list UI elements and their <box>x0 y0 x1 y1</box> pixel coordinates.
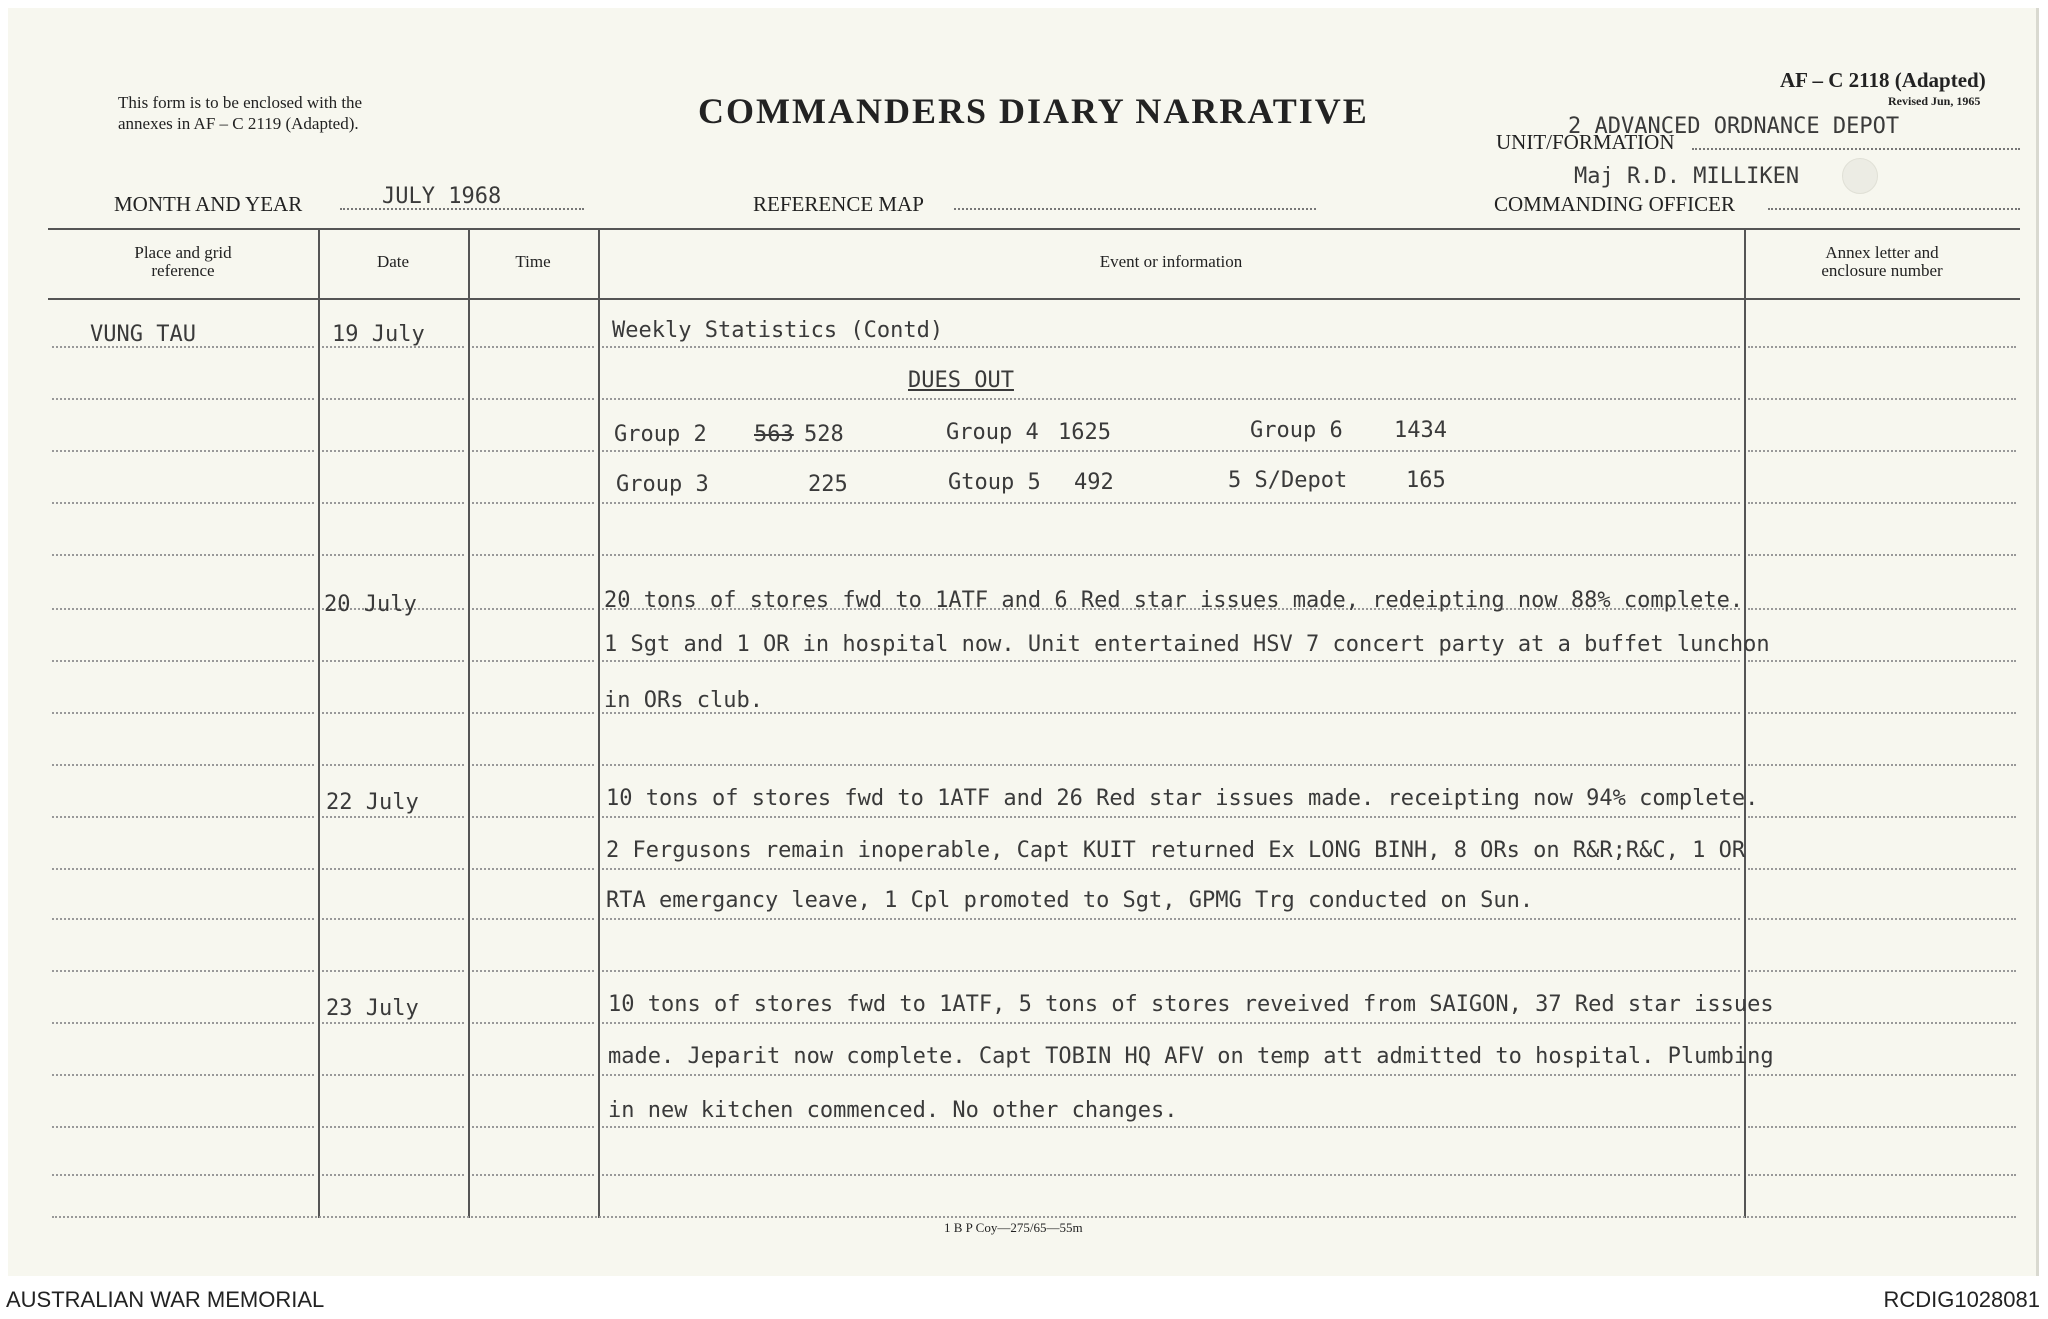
ruled-line <box>602 554 1740 556</box>
ruled-line <box>602 450 1740 452</box>
ruled-line <box>322 660 464 662</box>
group-2-struck-value: 563 <box>754 422 794 447</box>
col-header-annex <box>1744 244 2020 280</box>
unit-label: UNIT/FORMATION <box>1496 130 1675 154</box>
date-19-july: 19 July <box>332 322 425 347</box>
ruled-line <box>602 868 1740 870</box>
ruled-line <box>602 1174 1740 1176</box>
col-header-place-line2: reference <box>151 261 215 280</box>
ruled-line <box>322 712 464 714</box>
ruled-line <box>52 398 314 400</box>
ruled-line <box>322 1074 464 1076</box>
group-6-label: Group 6 <box>1250 418 1343 443</box>
ruled-line <box>472 1074 594 1076</box>
punch-hole <box>1842 158 1878 194</box>
ruled-line <box>322 1126 464 1128</box>
group-3-label: Group 3 <box>616 472 709 497</box>
ruled-line <box>1748 450 2016 452</box>
ruled-line <box>472 1022 594 1024</box>
footer-record-id: RCDIG1028081 <box>1883 1287 2040 1312</box>
ruled-line <box>322 970 464 972</box>
unit-dotted-line <box>1692 148 2020 150</box>
table-header-rule <box>48 298 2020 300</box>
group-5-value: 492 <box>1074 470 1114 495</box>
table-top-rule <box>48 228 2020 230</box>
enclosure-note <box>118 92 362 134</box>
entry-20-line3: in ORs club. <box>604 688 763 713</box>
ruled-line <box>52 764 314 766</box>
print-code: 1 B P Coy—275/65—55m <box>944 1220 1083 1235</box>
date-23-july: 23 July <box>326 996 419 1021</box>
ruled-line <box>52 608 314 610</box>
ruled-line <box>472 660 594 662</box>
col-header-annex-line1: Annex letter and <box>1825 243 1939 262</box>
month-label: MONTH AND YEAR <box>114 192 303 216</box>
form-code: AF – C 2118 (Adapted) <box>1780 68 1986 92</box>
ruled-line <box>1748 868 2016 870</box>
ruled-line <box>602 502 1740 504</box>
ruled-line <box>52 1074 314 1076</box>
ruled-line <box>472 816 594 818</box>
ruled-line <box>1748 1074 2016 1076</box>
month-dotted-line <box>340 208 584 210</box>
co-dotted-line <box>1768 208 2020 210</box>
column-divider-4 <box>1744 228 1746 1218</box>
ruled-line <box>322 1022 464 1024</box>
entry-22-line1: 10 tons of stores fwd to 1ATF and 26 Red star issues made. receipting now 94% complete. <box>606 786 1759 811</box>
column-divider-1 <box>318 228 320 1218</box>
ruled-line <box>472 502 594 504</box>
group-4-value: 1625 <box>1058 420 1111 445</box>
ruled-line <box>52 970 314 972</box>
ruled-line <box>322 450 464 452</box>
s-depot-value: 165 <box>1406 468 1446 493</box>
co-value: Maj R.D. MILLIKEN <box>1574 164 1800 189</box>
group-4-label: Group 4 <box>946 420 1039 445</box>
ruled-line <box>322 764 464 766</box>
ruled-line <box>52 450 314 452</box>
ruled-line <box>1748 918 2016 920</box>
ruled-line <box>602 398 1740 400</box>
entry-20-line2: 1 Sgt and 1 OR in hospital now. Unit entertained HSV 7 concert party at a buffet lunchon <box>604 632 1770 657</box>
ruled-line <box>1748 1126 2016 1128</box>
ruled-line <box>602 346 1740 348</box>
ruled-line <box>472 764 594 766</box>
ruled-line <box>602 1126 1740 1128</box>
entry-20-line1: 20 tons of stores fwd to 1ATF and 6 Red star issues made, redeipting now 88% complete. <box>604 588 1744 613</box>
ruled-line <box>52 918 314 920</box>
entry-23-line1: 10 tons of stores fwd to 1ATF, 5 tons of stores reveived from SAIGON, 37 Red star issues <box>608 992 1774 1017</box>
unit-value: 2 ADVANCED ORDNANCE DEPOT <box>1568 114 1900 139</box>
ruled-line <box>322 868 464 870</box>
ruled-line <box>1748 554 2016 556</box>
col-header-time: Time <box>515 252 551 271</box>
ruled-line <box>472 1126 594 1128</box>
ruled-line <box>322 816 464 818</box>
ruled-line <box>322 398 464 400</box>
co-label: COMMANDING OFFICER <box>1494 192 1735 216</box>
ruled-line <box>1748 712 2016 714</box>
ruled-line <box>1748 1022 2016 1024</box>
col-header-annex-line2: enclosure number <box>1821 261 1943 280</box>
ruled-line <box>52 1022 314 1024</box>
s-depot-label: 5 S/Depot <box>1228 468 1348 493</box>
ruled-line <box>322 1174 464 1176</box>
reference-map-label: REFERENCE MAP <box>753 192 924 216</box>
ruled-line <box>472 450 594 452</box>
ruled-line <box>1748 608 2016 610</box>
diary-sheet <box>8 8 2039 1276</box>
ruled-line <box>322 554 464 556</box>
ruled-line <box>602 1074 1740 1076</box>
enclosure-note-line2: annexes in AF – C 2119 (Adapted). <box>118 114 359 133</box>
ruled-line <box>472 398 594 400</box>
revised-date: Revised Jun, 1965 <box>1888 94 1981 108</box>
place-value: VUNG TAU <box>90 322 196 347</box>
ruled-line <box>52 1174 314 1176</box>
ruled-line <box>52 1216 2016 1218</box>
ruled-line <box>472 1174 594 1176</box>
ruled-line <box>52 816 314 818</box>
ruled-line <box>472 554 594 556</box>
dues-out-heading: DUES OUT <box>908 368 1014 393</box>
group-3-value: 225 <box>808 472 848 497</box>
ruled-line <box>52 868 314 870</box>
ruled-line <box>472 346 594 348</box>
date-22-july: 22 July <box>326 790 419 815</box>
column-divider-2 <box>468 228 470 1218</box>
col-header-date: Date <box>376 252 410 271</box>
footer-source: AUSTRALIAN WAR MEMORIAL <box>6 1287 325 1312</box>
entry-23-line3: in new kitchen commenced. No other changes. <box>608 1098 1178 1123</box>
group-2-label: Group 2 <box>614 422 707 447</box>
col-header-place-line1: Place and grid <box>134 243 232 262</box>
ruled-line <box>52 1126 314 1128</box>
col-header-event: Event or information <box>1099 252 1243 271</box>
ruled-line <box>52 502 314 504</box>
ruled-line <box>1748 346 2016 348</box>
entry-22-line3: RTA emergancy leave, 1 Cpl promoted to Sgt, GPMG Trg conducted on Sun. <box>606 888 1534 913</box>
date-20-july: 20 July <box>324 592 417 617</box>
ruled-line <box>602 970 1740 972</box>
ruled-line <box>1748 660 2016 662</box>
ruled-line <box>322 918 464 920</box>
entry-23-line2: made. Jeparit now complete. Capt TOBIN HQ AFV on temp att admitted to hospital. Plumbing <box>608 1044 1774 1069</box>
ruled-line <box>1748 1174 2016 1176</box>
ruled-line <box>322 502 464 504</box>
month-value: JULY 1968 <box>382 184 502 209</box>
ruled-line <box>602 918 1740 920</box>
ruled-line <box>52 554 314 556</box>
group-6-value: 1434 <box>1394 418 1447 443</box>
ruled-line <box>52 660 314 662</box>
reference-map-dotted-line <box>954 208 1316 210</box>
weekly-statistics: Weekly Statistics (Contd) <box>612 318 944 343</box>
ruled-line <box>472 712 594 714</box>
ruled-line <box>602 816 1740 818</box>
ruled-line <box>602 1022 1740 1024</box>
column-divider-3 <box>598 228 600 1218</box>
ruled-line <box>472 868 594 870</box>
ruled-line <box>1748 970 2016 972</box>
ruled-line <box>1748 502 2016 504</box>
ruled-line <box>472 918 594 920</box>
ruled-line <box>602 712 1740 714</box>
page-title: COMMANDERS DIARY NARRATIVE <box>698 91 1369 131</box>
ruled-line <box>602 660 1740 662</box>
ruled-line <box>1748 816 2016 818</box>
ruled-line <box>602 764 1740 766</box>
ruled-line <box>52 712 314 714</box>
ruled-line <box>1748 398 2016 400</box>
ruled-line <box>472 608 594 610</box>
enclosure-note-line1: This form is to be enclosed with the <box>118 93 363 112</box>
col-header-place <box>48 244 318 280</box>
entry-22-line2: 2 Fergusons remain inoperable, Capt KUIT returned Ex LONG BINH, 8 ORs on R&R;R&C, 1 OR <box>606 838 1746 863</box>
ruled-line <box>1748 764 2016 766</box>
group-5-label: Gtoup 5 <box>948 470 1041 495</box>
group-2-value: 528 <box>804 422 844 447</box>
ruled-line <box>472 970 594 972</box>
